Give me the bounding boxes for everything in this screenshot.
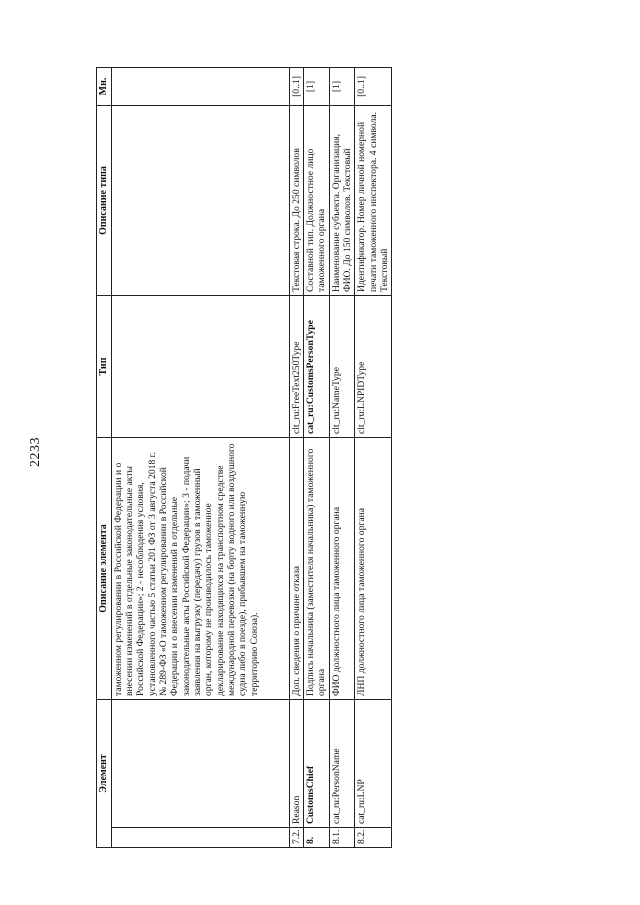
type-name: clt_ru:LNPIDType	[355, 296, 392, 438]
row-number: 7.2.	[289, 828, 303, 848]
table-row	[304, 68, 330, 848]
header-type-description: Описание типа	[97, 106, 112, 296]
element-name: cat_ru:LNP	[355, 700, 392, 828]
table-row	[355, 68, 392, 848]
element-description: Доп. сведения о причине отказа	[289, 438, 303, 700]
multiplicity: [1]	[304, 68, 330, 106]
multiplicity: [0..1]	[355, 68, 392, 106]
cell-empty	[111, 700, 289, 828]
header-multiplicity: Мн.	[97, 68, 112, 106]
type-description: Идентификатор. Номер личной номерной печати таможенного инспектора. 4 символа. Текстовый	[355, 106, 392, 296]
row-number: 8.2.	[355, 828, 392, 848]
table-header-row	[97, 68, 112, 848]
rotated-table-container	[96, 68, 394, 848]
table-row	[329, 68, 355, 848]
element-description: ФИО должностного лица таможенного органа	[329, 438, 355, 700]
row-number: 8.	[304, 828, 330, 848]
element-table	[96, 67, 392, 848]
header-element-description: Описание элемента	[97, 438, 112, 700]
type-name: clt_ru:FreeText250Type	[289, 296, 303, 438]
multiplicity: [1]	[329, 68, 355, 106]
cell-empty	[111, 68, 289, 106]
multiplicity: [0..1]	[289, 68, 303, 106]
cell-empty	[111, 296, 289, 438]
header-element: Элемент	[97, 700, 112, 848]
element-description: Подпись начальника (заместителя начальника) таможенного органа	[304, 438, 330, 700]
continuation-text: таможенном регулировании в Российской Федерации и о внесении изменений в отдельные законодательные акты Российской Федерации»; 2 - несоблюдения условия, установленного частью 5 статьи 201 ФЗ от 3 августа 2018 г. № 289-ФЗ «О таможенном регулировании в Российской Федерации и о внесении изменений в отдельные законодательные акты Российской Федерации»; 3 - подачи заявления на выгрузку (передачу) грузов в таможенный орган, которому не производилось таможенное декларирование находящихся на транспортном средстве международной перевозки (на борту водного или воздушного судна либо в поезде), прибывшем на таможенную территорию Союза).	[111, 438, 289, 700]
element-description: ЛНП должностного лица таможенного органа	[355, 438, 392, 700]
page-number: 2233	[28, 437, 43, 467]
type-description: Наименование субъекта. Организация, ФИО. До 150 символов. Текстовый	[329, 106, 355, 296]
type-description: Текстовая строка. До 250 символов	[289, 106, 303, 296]
type-name: cat_ru:CustomsPersonType	[304, 296, 330, 438]
row-number: 8.1.	[329, 828, 355, 848]
element-name: Reason	[289, 700, 303, 828]
cell-empty	[111, 106, 289, 296]
table-row	[289, 68, 303, 848]
header-type: Тип	[97, 296, 112, 438]
type-description: Составной тип. Должностное лицо таможенного органа	[304, 106, 330, 296]
element-name: CustomsChief	[304, 700, 330, 828]
element-name: cat_ru:PersonName	[329, 700, 355, 828]
cell-empty	[111, 828, 289, 848]
type-name: clt_ru:NameType	[329, 296, 355, 438]
table-row-continuation	[111, 68, 289, 848]
